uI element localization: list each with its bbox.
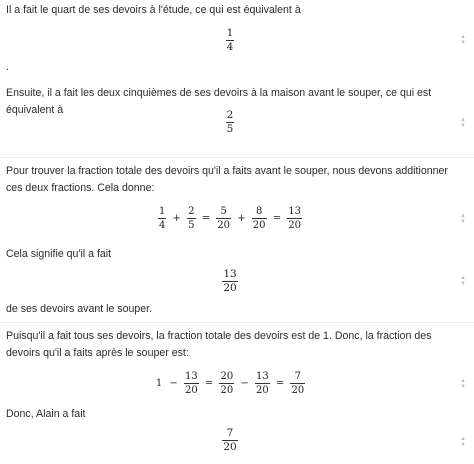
fraction	[187, 206, 195, 231]
scroll-arrows[interactable]	[459, 436, 467, 448]
numerator: 7	[222, 428, 237, 441]
scroll-arrows[interactable]	[459, 378, 467, 390]
arrow-down-icon[interactable]: ▼	[460, 442, 466, 448]
denominator: 20	[291, 385, 305, 396]
numerator: 7	[290, 371, 305, 384]
denominator: 4	[226, 41, 234, 53]
one-value: 1	[155, 378, 163, 389]
arrow-up-icon[interactable]: ▲	[460, 34, 466, 40]
numerator: 2	[188, 206, 195, 217]
equation-sum	[0, 206, 460, 231]
fraction	[216, 206, 231, 231]
equals-sign: =	[272, 213, 282, 224]
numerator: 20	[220, 371, 234, 382]
denominator: 20	[223, 282, 237, 294]
arrow-up-icon[interactable]: ▲	[460, 275, 466, 281]
paragraph-two-fifths: Ensuite, il a fait les deux cinquièmes de ses devoirs à la maison avant le souper, ce qui est équivalent à	[6, 87, 432, 116]
numerator: 1	[226, 27, 234, 39]
minus-sign: −	[169, 378, 178, 389]
denominator: 20	[220, 385, 234, 396]
fraction-two-fifths	[0, 110, 460, 135]
arrow-down-icon[interactable]: ▼	[460, 123, 466, 129]
paragraph-meaning: Cela signifie qu'il a fait	[6, 248, 112, 260]
paragraph-conclusion: Donc, Alain a fait	[6, 408, 86, 420]
arrow-up-icon[interactable]: ▲	[460, 378, 466, 384]
equals-sign: =	[275, 378, 285, 389]
fraction-one-quarter	[0, 28, 460, 53]
fraction	[287, 206, 302, 231]
equals-sign: =	[201, 213, 211, 224]
denominator: 20	[184, 385, 198, 396]
paragraph-after-dinner: Puisqu'il a fait tous ses devoirs, la fraction totale des devoirs est de 1. Donc, la fraction des devoirs qu'il a faits après le souper est:	[6, 330, 432, 359]
fraction	[222, 269, 237, 294]
arrow-up-icon[interactable]: ▲	[460, 213, 466, 219]
fraction	[158, 206, 166, 231]
denominator: 20	[252, 220, 266, 231]
numerator: 2	[226, 109, 234, 121]
denominator: 20	[217, 220, 230, 231]
fraction	[290, 371, 305, 396]
fraction	[226, 110, 235, 135]
scroll-arrows[interactable]	[459, 213, 467, 225]
equals-sign: =	[204, 378, 214, 389]
fraction-thirteen-twentieths	[0, 269, 460, 294]
fraction	[219, 371, 234, 396]
fraction-seven-twentieths	[0, 428, 460, 453]
denominator: 20	[255, 385, 269, 396]
plus-sign: +	[237, 213, 246, 224]
divider	[0, 322, 474, 323]
fraction	[222, 428, 237, 453]
numerator: 5	[216, 206, 231, 219]
denominator: 20	[223, 441, 237, 453]
numerator: 8	[252, 206, 267, 219]
arrow-up-icon[interactable]: ▲	[460, 117, 466, 123]
denominator: 4	[158, 220, 166, 231]
fraction	[226, 28, 235, 53]
numerator: 13	[184, 371, 198, 382]
equation-difference	[0, 371, 460, 396]
fraction	[252, 206, 267, 231]
paragraph-sum-intro: Pour trouver la fraction totale des devoirs qu'il a faits avant le souper, nous devons additionner ces deux fractions. Cela donne:	[6, 165, 448, 194]
arrow-down-icon[interactable]: ▼	[460, 40, 466, 46]
denominator: 20	[288, 220, 301, 231]
denominator: 5	[226, 123, 234, 135]
arrow-down-icon[interactable]: ▼	[460, 219, 466, 225]
divider	[0, 157, 474, 158]
fraction	[184, 371, 199, 396]
arrow-down-icon[interactable]: ▼	[460, 281, 466, 287]
numerator: 1	[158, 206, 166, 217]
scroll-arrows[interactable]	[459, 275, 467, 287]
arrow-up-icon[interactable]: ▲	[460, 436, 466, 442]
numerator: 13	[255, 371, 269, 382]
numerator: 13	[223, 268, 237, 280]
numerator: 13	[288, 206, 301, 217]
plus-sign: +	[172, 213, 181, 224]
paragraph-before-dinner: de ses devoirs avant le souper.	[6, 303, 153, 315]
scroll-arrows[interactable]	[459, 117, 467, 129]
paragraph-quarter: Il a fait le quart de ses devoirs à l'étude, ce qui est équivalent à	[6, 4, 301, 16]
period-mark: .	[6, 61, 9, 73]
denominator: 5	[188, 220, 195, 231]
fraction	[255, 371, 270, 396]
scroll-arrows[interactable]	[459, 34, 467, 46]
minus-sign: −	[240, 378, 249, 389]
arrow-down-icon[interactable]: ▼	[460, 384, 466, 390]
